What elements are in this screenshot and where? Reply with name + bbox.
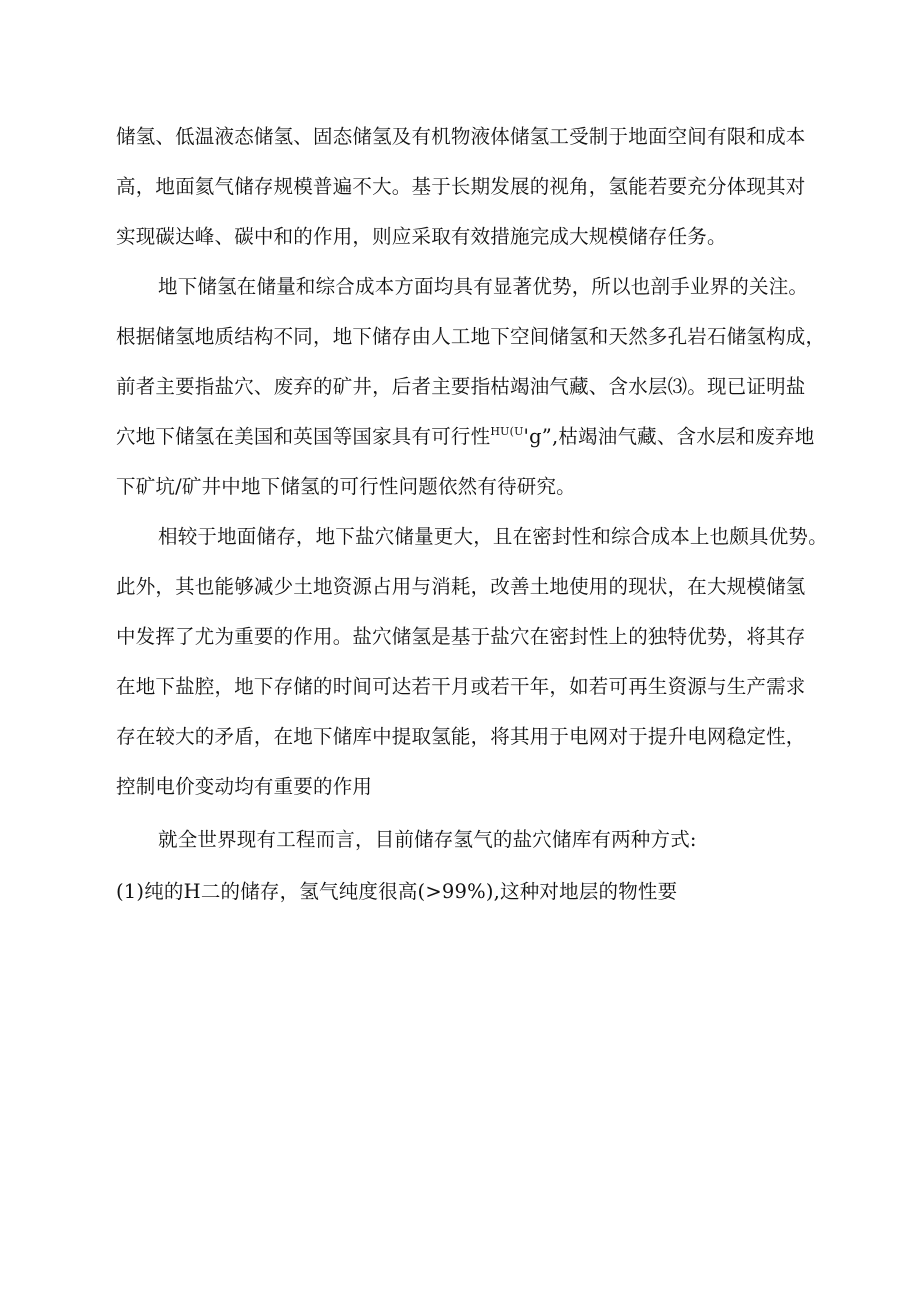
- paragraph-2-line-3: 前者主要指盐穴、废弃的矿井，后者主要指枯竭油气藏、含水层⑶。现已证明盐: [116, 375, 806, 398]
- paragraph-3-line-4: 在地下盐腔，地下存储的时间可达若干月或若干年，如若可再生资源与生产需求: [116, 675, 806, 698]
- paragraph-2-line-1: 地下储氢在储量和综合成本方面均具有显著优势，所以也剖手业界的关注。: [158, 275, 809, 298]
- paragraph-3-line-3: 中发挥了尤为重要的作用。盐穴储氢是基于盐穴在密封性上的独特优势，将其存: [116, 625, 806, 648]
- line-text-after-citation: 'g”,枯竭油气藏、含水层和废弃地: [523, 425, 815, 448]
- paragraph-4-line-1: 就全世界现有工程而言，目前储存氢气的盐穴储库有两种方式:: [158, 828, 697, 851]
- paragraph-2-line-2: 根据储氢地质结构不同，地下储存由人工地下空间储氢和天然多孔岩石储氢构成，: [116, 325, 826, 348]
- line-text-before-citation: 穴地下储氢在美国和英国等国家具有可行性: [116, 425, 491, 448]
- paragraph-1-line-2: 高，地面氦气储存规模普遍不大。基于长期发展的视角，氢能若要充分体现其对: [116, 175, 806, 198]
- paragraph-5-line-1: (1)纯的H二的储存，氢气纯度很高(>99%),这种对地层的物性要: [116, 880, 678, 903]
- paragraph-1-line-1: 储氢、低温液态储氢、固态储氢及有机物液体储氢工受制于地面空间有限和成本: [116, 125, 806, 148]
- paragraph-2-line-5: 下矿坑/矿井中地下储氢的可行性问题依然有待研究。: [116, 475, 576, 498]
- paragraph-1-line-3: 实现碳达峰、碳中和的作用，则应采取有效措施完成大规模储存任务。: [116, 225, 727, 248]
- paragraph-3-line-5: 存在较大的矛盾，在地下储库中提取氢能，将其用于电网对于提升电网稳定性，: [116, 725, 806, 748]
- paragraph-2-line-4: [116, 424, 814, 450]
- paragraph-3-line-1: 相较于地面储存，地下盐穴储量更大，且在密封性和综合成本上也颇具优势。: [158, 525, 828, 548]
- paragraph-3-line-2: 此外，其也能够减少土地资源占用与消耗，改善土地使用的现状，在大规模储氢: [116, 575, 806, 598]
- paragraph-3-line-6: 控制电价变动均有重要的作用: [116, 775, 373, 798]
- citation-superscript: HU(U: [490, 425, 524, 438]
